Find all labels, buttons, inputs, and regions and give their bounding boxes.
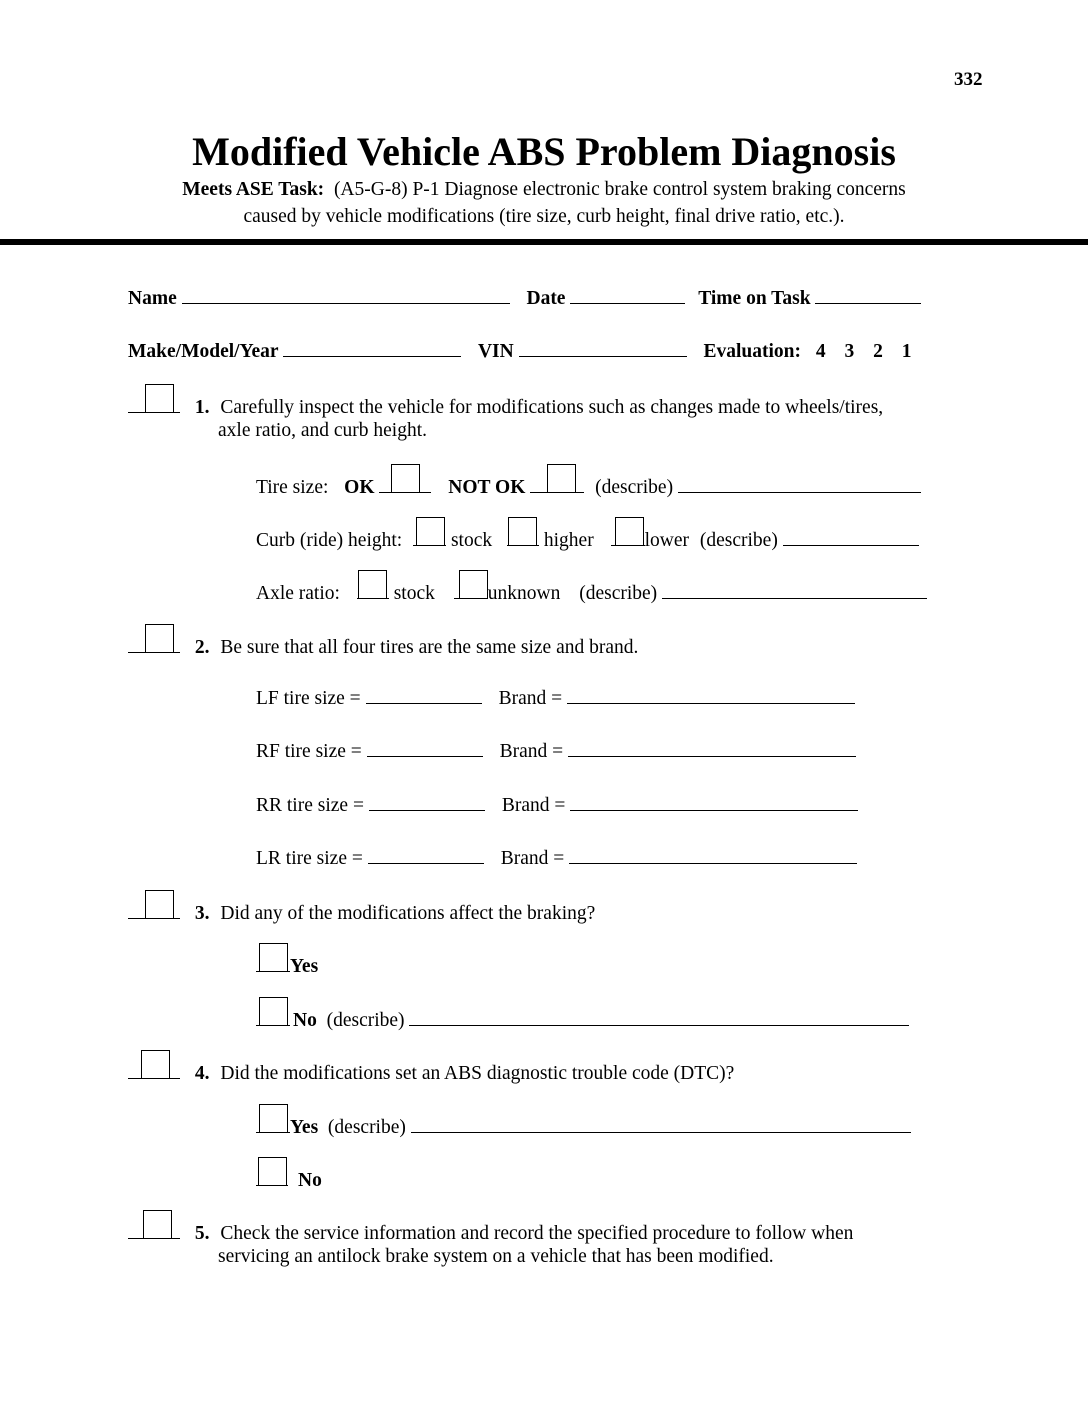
curb-stock-checkbox[interactable]: [413, 527, 446, 546]
evaluation-score-1[interactable]: 1: [901, 341, 912, 362]
lf-brand-field[interactable]: [567, 687, 855, 704]
item-1: [128, 394, 883, 418]
make-model-year-label: Make/Model/Year: [128, 341, 279, 362]
item-4-describe-label: (describe): [327, 1117, 406, 1138]
item-5-checkbox[interactable]: [128, 1220, 180, 1239]
curb-stock-label: stock: [450, 530, 493, 551]
curb-describe-label: (describe): [699, 530, 778, 551]
item-2: [128, 634, 638, 658]
name-field[interactable]: [182, 287, 510, 304]
item-4-yes-checkbox[interactable]: [256, 1114, 290, 1133]
evaluation-score-3[interactable]: 3: [844, 341, 855, 362]
tire-describe-field[interactable]: [678, 476, 921, 493]
item-2-checkbox[interactable]: [128, 634, 180, 653]
rr-tire-size-field[interactable]: [369, 794, 485, 811]
tire-row-rr: [256, 794, 858, 816]
vin-label: VIN: [477, 341, 514, 362]
brand-label: Brand =: [499, 741, 564, 762]
tire-row-lf: [256, 687, 855, 709]
tire-size-label: RF tire size =: [256, 741, 362, 762]
brand-label: Brand =: [500, 848, 565, 869]
tire-row-rf: [256, 740, 856, 762]
item-4-number: 4.: [194, 1063, 210, 1084]
brand-label: Brand =: [501, 795, 566, 816]
ase-task-text: (A5-G-8) P-1 Diagnose electronic brake control system braking concerns: [333, 179, 906, 200]
date-field[interactable]: [570, 287, 685, 304]
name-row: [128, 287, 921, 309]
tire-size-label: LF tire size =: [256, 688, 361, 709]
item-4-yes-row: [256, 1114, 911, 1138]
tire-size-label: RR tire size =: [256, 795, 364, 816]
rf-tire-size-field[interactable]: [367, 740, 483, 757]
item-4-no-label: No: [298, 1170, 322, 1191]
tire-size-label: Tire size:: [256, 477, 329, 498]
item-3-number: 3.: [194, 903, 210, 924]
item-1-number: 1.: [194, 397, 210, 418]
item-2-text: Be sure that all four tires are the same size and brand.: [220, 637, 639, 658]
item-3-yes-label: Yes: [290, 956, 319, 977]
item-4-checkbox[interactable]: [128, 1060, 180, 1079]
tire-ok-label: OK: [344, 477, 375, 498]
vehicle-row: [128, 340, 912, 362]
item-3-describe-field[interactable]: [409, 1009, 909, 1026]
ase-task-label: Meets ASE Task:: [182, 179, 325, 200]
tire-row-lr: [256, 847, 857, 869]
axle-unknown-label: unknown: [487, 583, 561, 604]
header-rule: [0, 239, 1088, 245]
lr-tire-size-field[interactable]: [368, 847, 484, 864]
item-3-no-row: [256, 1007, 909, 1031]
axle-describe-field[interactable]: [662, 582, 927, 599]
curb-lower-checkbox[interactable]: [611, 527, 645, 546]
item-5-text: Check the service information and record the specified procedure to follow when: [220, 1223, 854, 1244]
item-3: [128, 900, 595, 924]
axle-ratio-row: [256, 580, 927, 604]
tire-size-label: LR tire size =: [256, 848, 363, 869]
axle-stock-label: stock: [393, 583, 435, 604]
make-model-year-field[interactable]: [283, 340, 461, 357]
tire-ok-checkbox[interactable]: [379, 474, 431, 493]
item-3-no-label: No: [293, 1010, 317, 1031]
page-title: Modified Vehicle ABS Problem Diagnosis: [192, 129, 896, 174]
date-label: Date: [526, 288, 566, 309]
axle-ratio-label: Axle ratio:: [256, 583, 340, 604]
curb-describe-field[interactable]: [783, 529, 919, 546]
brand-label: Brand =: [498, 688, 563, 709]
lr-brand-field[interactable]: [569, 847, 857, 864]
item-3-no-checkbox[interactable]: [256, 1007, 290, 1026]
curb-height-row: [256, 527, 919, 551]
item-2-number: 2.: [194, 637, 210, 658]
item-3-text: Did any of the modifications affect the braking?: [220, 903, 596, 924]
tire-not-ok-checkbox[interactable]: [530, 474, 584, 493]
axle-stock-checkbox[interactable]: [357, 580, 389, 599]
rf-brand-field[interactable]: [568, 740, 856, 757]
evaluation-score-2[interactable]: 2: [873, 341, 883, 362]
curb-lower-label: lower: [644, 530, 689, 551]
axle-unknown-checkbox[interactable]: [454, 580, 488, 599]
tire-not-ok-label: NOT OK: [448, 477, 526, 498]
evaluation-score-4[interactable]: 4: [815, 341, 826, 362]
item-4-describe-field[interactable]: [411, 1116, 911, 1133]
page-number: 332: [954, 69, 983, 90]
item-4-yes-label: Yes: [290, 1117, 319, 1138]
item-1-text-cont: axle ratio, and curb height.: [218, 420, 428, 441]
item-5-text-cont: servicing an antilock brake system on a vehicle that has been modified.: [218, 1246, 774, 1267]
lf-tire-size-field[interactable]: [366, 687, 482, 704]
subtitle-line1: [0, 180, 1088, 200]
item-5: [128, 1220, 853, 1244]
item-4-no-row: [256, 1167, 322, 1191]
evaluation-label: Evaluation:: [703, 341, 801, 362]
item-4-text: Did the modifications set an ABS diagnostic trouble code (DTC)?: [220, 1063, 735, 1084]
curb-height-label: Curb (ride) height:: [256, 530, 403, 551]
rr-brand-field[interactable]: [570, 794, 858, 811]
item-3-yes-row: [256, 953, 318, 977]
item-3-yes-checkbox[interactable]: [256, 953, 290, 972]
tire-describe-label: (describe): [595, 477, 674, 498]
item-4: [128, 1060, 734, 1084]
subtitle-line2: caused by vehicle modifications (tire size, curb height, final drive ratio, etc.).: [243, 206, 845, 227]
name-label: Name: [128, 288, 177, 309]
curb-higher-checkbox[interactable]: [507, 527, 539, 546]
axle-describe-label: (describe): [579, 583, 658, 604]
item-5-number: 5.: [194, 1223, 210, 1244]
item-4-no-checkbox[interactable]: [256, 1167, 288, 1186]
time-on-task-field[interactable]: [815, 287, 921, 304]
item-1-checkbox[interactable]: [128, 394, 180, 413]
item-3-describe-label: (describe): [326, 1010, 405, 1031]
item-3-checkbox[interactable]: [128, 900, 180, 919]
curb-higher-label: higher: [543, 530, 594, 551]
vin-field[interactable]: [519, 340, 687, 357]
time-on-task-label: Time on Task: [698, 288, 811, 309]
item-1-text: Carefully inspect the vehicle for modifications such as changes made to wheels/tires,: [220, 397, 884, 418]
tire-size-row: [256, 474, 921, 498]
